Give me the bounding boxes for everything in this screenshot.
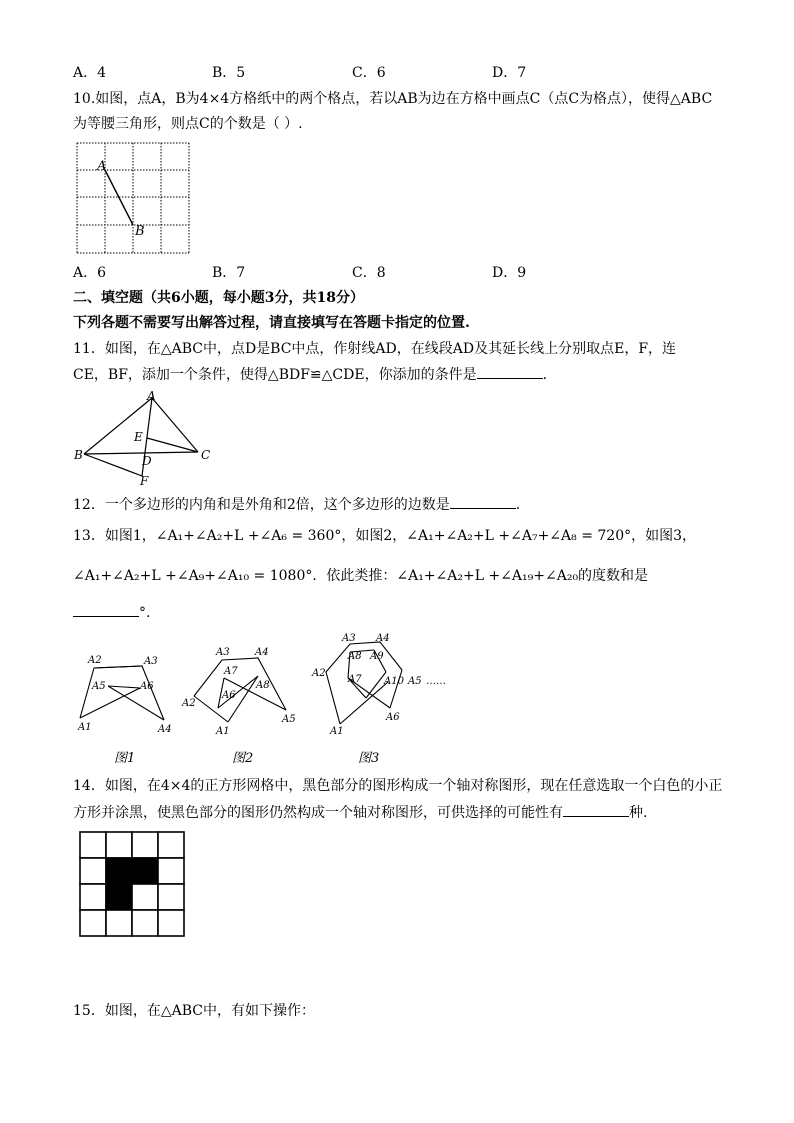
caption-fig3: 图3 [358,751,380,766]
fig1-a2: A2 [88,655,102,666]
q14-answer-blank[interactable] [563,802,629,817]
q13-end: °. [139,605,151,621]
fig2-a3: A3 [216,647,230,658]
figure-2 [194,658,286,722]
q10-grid-figure [72,140,196,256]
grid-cell [106,832,132,858]
fig2-a5: A5 [282,714,296,725]
q12-answer-blank[interactable] [450,494,516,509]
q9-option-a: A．4 [73,65,107,81]
label-a: A [147,389,156,403]
fig3-a9: A9 [370,651,384,662]
grid-cell [106,858,132,884]
fig2-a7: A7 [224,666,238,677]
q12-line [73,494,520,515]
grid-cell [132,858,158,884]
q10-line2: 为等腰三角形，则点C的个数是（ ）. [73,116,303,132]
grid-cell [80,910,106,936]
fig3-a3: A3 [342,633,356,644]
section2-instruction: 下列各题不需要写出解答过程，请直接填写在答题卡指定的位置. [73,315,470,331]
q10-option-b: B．7 [212,265,246,281]
fig2-a1: A1 [216,726,230,737]
q12-end: . [515,497,521,513]
grid-cell [158,832,184,858]
q14-text: 方形并涂黑，使黑色部分的图形仍然构成一个轴对称图形，可供选择的可能性有 [73,805,563,821]
q14-grid-figure [78,830,188,940]
grid-cell [158,858,184,884]
grid-cell [106,910,132,936]
q12-text: 12．一个多边形的内角和是外角和2倍，这个多边形的边数是 [73,497,450,513]
grid-cell [80,858,106,884]
caption-fig2: 图2 [232,751,254,766]
caption-fig1: 图1 [114,751,136,766]
grid-cell [106,884,132,910]
label-b: B [74,448,83,462]
q14-line2 [73,802,647,823]
q9-option-c: C．6 [352,65,386,81]
fig1-a5: A5 [92,681,106,692]
label-a: A [97,159,107,174]
q11-triangle-figure [72,388,220,488]
grid-cell [158,910,184,936]
q9-option-b: B．5 [212,65,246,81]
fig3-a10: A10 [384,676,404,687]
fig2-a4: A4 [255,647,269,658]
label-b: B [135,224,145,239]
fig3-a2: A2 [312,668,326,679]
q11-line2-text: CE，BF，添加一个条件，使得△BDF≌△CDE，你添加的条件是 [73,367,477,383]
fig1-a1: A1 [78,722,92,733]
q13-line2: ∠A₁+∠A₂+L +∠A₉+∠A₁₀ = 1080°．依此类推：∠A₁+∠A₂+L +∠A₁₉+∠A₂₀的度数和是 [73,568,649,584]
q10-option-d: D．9 [492,265,527,281]
q10-option-c: C．8 [352,265,386,281]
q11-line1: 11．如图，在△ABC中，点D是BC中点，作射线AD，在线段AD及其延长线上分别取点E，F，连 [73,341,677,357]
grid-cell [132,832,158,858]
q9-option-d: D．7 [492,65,527,81]
q14-end: 种. [629,805,648,821]
q10-line1: 10.如图，点A，B为4×4方格纸中的两个格点，若以AB为边在方格中画点C（点C为格点），使得△ABC [73,91,713,107]
grid-cell [80,884,106,910]
fig3-a8: A8 [348,651,362,662]
fig1-a6: A6 [140,681,154,692]
fig1-a4: A4 [158,724,172,735]
grid-cell [132,884,158,910]
fig3-a5: A5 [408,676,422,687]
fig2-a2: A2 [182,698,196,709]
grid-cell [80,832,106,858]
grid-cell [132,910,158,936]
q11-answer-blank[interactable] [477,364,543,379]
q13-line3 [73,602,150,623]
fig3-a1: A1 [330,726,344,737]
fig3-a7: A7 [348,674,362,685]
label-c: C [201,448,211,462]
figure-1 [80,666,164,720]
q13-answer-blank[interactable] [73,602,139,617]
label-e: E [134,430,143,444]
fig2-a8: A8 [256,680,270,691]
q11-line2 [73,364,547,385]
label-d: D [142,454,152,468]
q13-figures [72,628,472,768]
q13-line1: 13．如图1，∠A₁+∠A₂+L +∠A₆ = 360°，如图2，∠A₁+∠A₂+L +∠A₇+∠A₈ = 720°，如图3， [73,528,697,544]
q15-line: 15．如图，在△ABC中，有如下操作： [73,1003,315,1019]
q11-end: . [542,367,548,383]
section2-title: 二、填空题（共6小题，每小题3分，共18分） [73,290,364,306]
fig3-a6: A6 [386,712,400,723]
q14-line1: 14．如图，在4×4的正方形网格中，黑色部分的图形构成一个轴对称图形，现在任意选取一个白色的小正 [73,778,723,794]
label-f: F [140,474,149,488]
fig2-a6: A6 [222,690,236,701]
grid-cell [158,884,184,910]
q10-option-a: A．6 [73,265,107,281]
fig3-a4: A4 [376,633,390,644]
fig1-a3: A3 [144,656,158,667]
fig3-ellipsis: …… [426,676,446,687]
